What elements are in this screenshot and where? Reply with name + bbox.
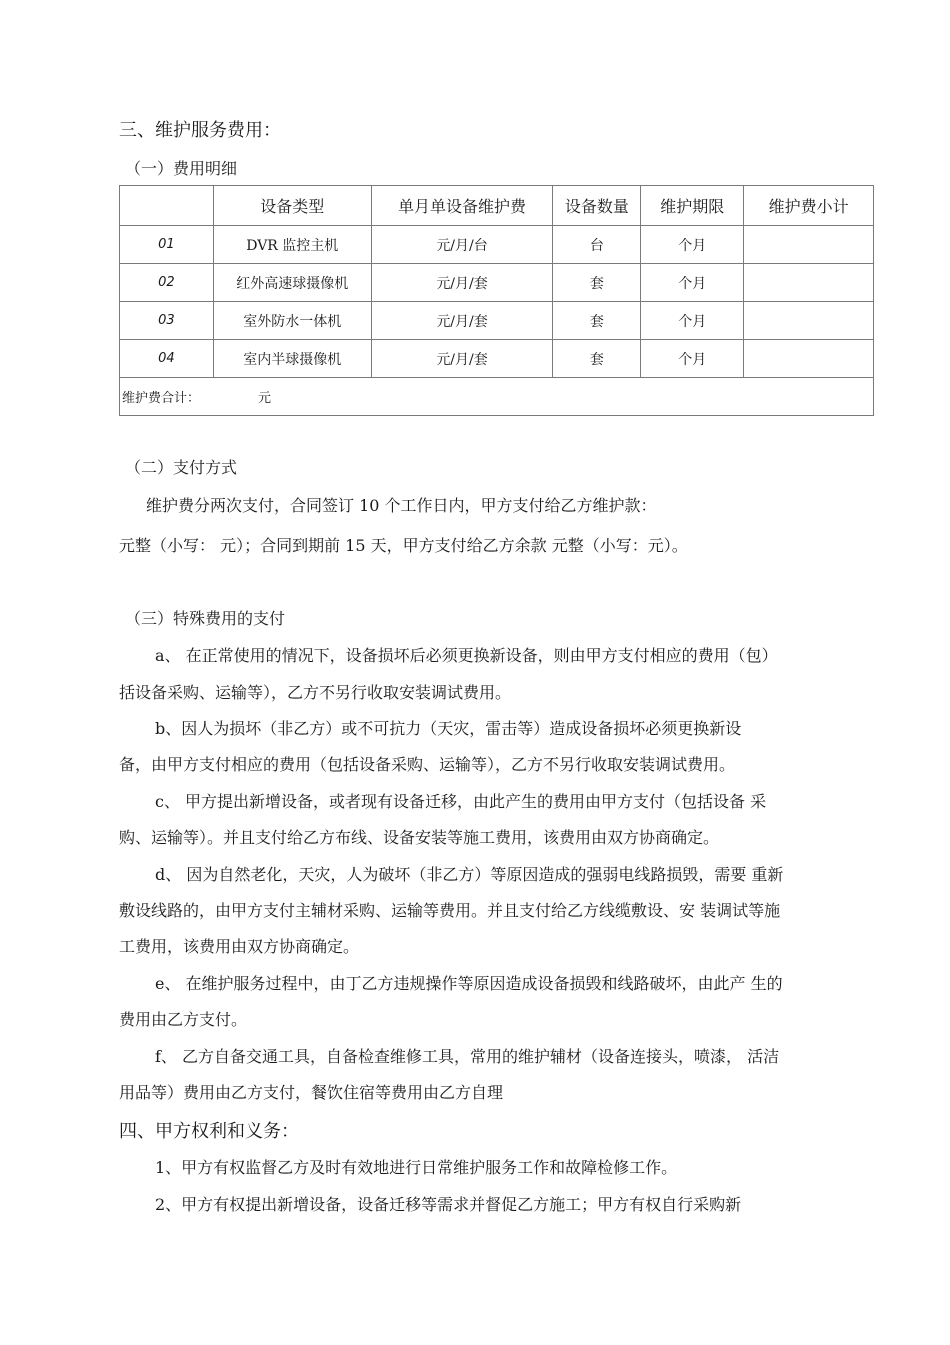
device-type: DVR 监控主机 xyxy=(213,226,371,264)
quantity: 台 xyxy=(553,226,641,264)
table-row xyxy=(120,340,874,378)
monthly-fee: 元/月/套 xyxy=(371,302,553,340)
section-3-title: 三、维护服务费用： xyxy=(119,120,281,141)
header-cell: 维护期限 xyxy=(641,186,744,226)
table-row xyxy=(120,226,874,264)
section-4-title: 四、甲方权利和义务： xyxy=(119,1121,299,1142)
payment-method-heading: （二）支付方式 xyxy=(125,458,238,477)
table-row xyxy=(120,264,874,302)
device-type: 室外防水一体机 xyxy=(213,302,371,340)
device-type: 红外高速球摄像机 xyxy=(213,264,371,302)
row-number: 04 xyxy=(120,340,214,378)
header-cell: 单月单设备维护费 xyxy=(371,186,553,226)
fee-table xyxy=(119,185,874,416)
quantity: 套 xyxy=(553,340,641,378)
subtotal xyxy=(744,264,874,302)
header-cell: 设备类型 xyxy=(213,186,371,226)
clause-f-line-1: f、 乙方自备交通工具，自备检查维修工具，常用的维护辅材（设备连接头，喷漆， 活洁 xyxy=(155,1047,780,1066)
total-row xyxy=(120,378,874,416)
period: 个月 xyxy=(641,226,744,264)
fee-table-header xyxy=(120,186,874,226)
monthly-fee: 元/月/套 xyxy=(371,340,553,378)
header-cell: 维护费小计 xyxy=(744,186,874,226)
clause-f-line-2: 用品等）费用由乙方支付，餐饮住宿等费用由乙方自理 xyxy=(119,1083,504,1102)
clause-c-line-2: 购、运输等）。并且支付给乙方布线、设备安装等施工费用，该费用由双方协商确定。 xyxy=(119,828,720,847)
quantity: 套 xyxy=(553,302,641,340)
header-cell: 设备数量 xyxy=(553,186,641,226)
total-label: 维护费合计： xyxy=(122,391,201,406)
clause-a-line-2: 括设备采购、运输等），乙方不另行收取安装调试费用。 xyxy=(119,683,512,702)
table-row xyxy=(120,302,874,340)
subtotal xyxy=(744,226,874,264)
payment-line-1: 维护费分两次支付，合同签订 10 个工作日内，甲方支付给乙方维护款： xyxy=(146,496,657,515)
total-unit: 元 xyxy=(258,391,272,406)
subtotal xyxy=(744,340,874,378)
clause-a-line-1: a、 在正常使用的情况下，设备损坏后必须更换新设备，则由甲方支付相应的费用（包） xyxy=(155,646,778,665)
clause-b-line-2: 备，由甲方支付相应的费用（包括设备采购、运输等），乙方不另行收取安装调试费用。 xyxy=(119,755,736,774)
special-fees-heading: （三）特殊费用的支付 xyxy=(125,609,286,628)
clause-c-line-1: c、 甲方提出新增设备，或者现有设备迁移，由此产生的费用由甲方支付（包括设备 采 xyxy=(155,792,767,811)
quantity: 套 xyxy=(553,264,641,302)
device-type: 室内半球摄像机 xyxy=(213,340,371,378)
clause-e-line-1: e、 在维护服务过程中，由丁乙方违规操作等原因造成设备损毁和线路破坏，由此产 生的 xyxy=(155,974,783,993)
obligation-2: 2、甲方有权提出新增设备，设备迁移等需求并督促乙方施工；甲方有权自行采购新 xyxy=(155,1195,742,1214)
monthly-fee: 元/月/套 xyxy=(371,264,553,302)
row-number: 01 xyxy=(120,226,214,264)
period: 个月 xyxy=(641,302,744,340)
clause-b-line-1: b、因人为损坏（非乙方）或不可抗力（天灾，雷击等）造成设备损坏必须更换新设 xyxy=(155,719,742,738)
row-number: 02 xyxy=(120,264,214,302)
obligation-1: 1、甲方有权监督乙方及时有效地进行日常维护服务工作和故障检修工作。 xyxy=(155,1158,678,1177)
period: 个月 xyxy=(641,340,744,378)
clause-d-line-2: 敷设线路的，由甲方支付主辅材采购、运输等费用。并且支付给乙方线缆敷设、安 装调试等施 xyxy=(119,901,781,920)
fee-details-heading: （一）费用明细 xyxy=(125,159,238,178)
payment-line-2: 元整（小写： 元）；合同到期前 15 天，甲方支付给乙方余款 元整（小写：元）。 xyxy=(119,536,688,555)
row-number: 03 xyxy=(120,302,214,340)
clause-e-line-2: 费用由乙方支付。 xyxy=(119,1010,248,1029)
subtotal xyxy=(744,302,874,340)
period: 个月 xyxy=(641,264,744,302)
clause-d-line-1: d、 因为自然老化，天灾，人为破坏（非乙方）等原因造成的强弱电线路损毁，需要 重新 xyxy=(155,865,784,884)
total-cell xyxy=(120,378,874,416)
clause-d-line-3: 工费用，该费用由双方协商确定。 xyxy=(119,937,360,956)
monthly-fee: 元/月/台 xyxy=(371,226,553,264)
header-cell xyxy=(120,186,214,226)
